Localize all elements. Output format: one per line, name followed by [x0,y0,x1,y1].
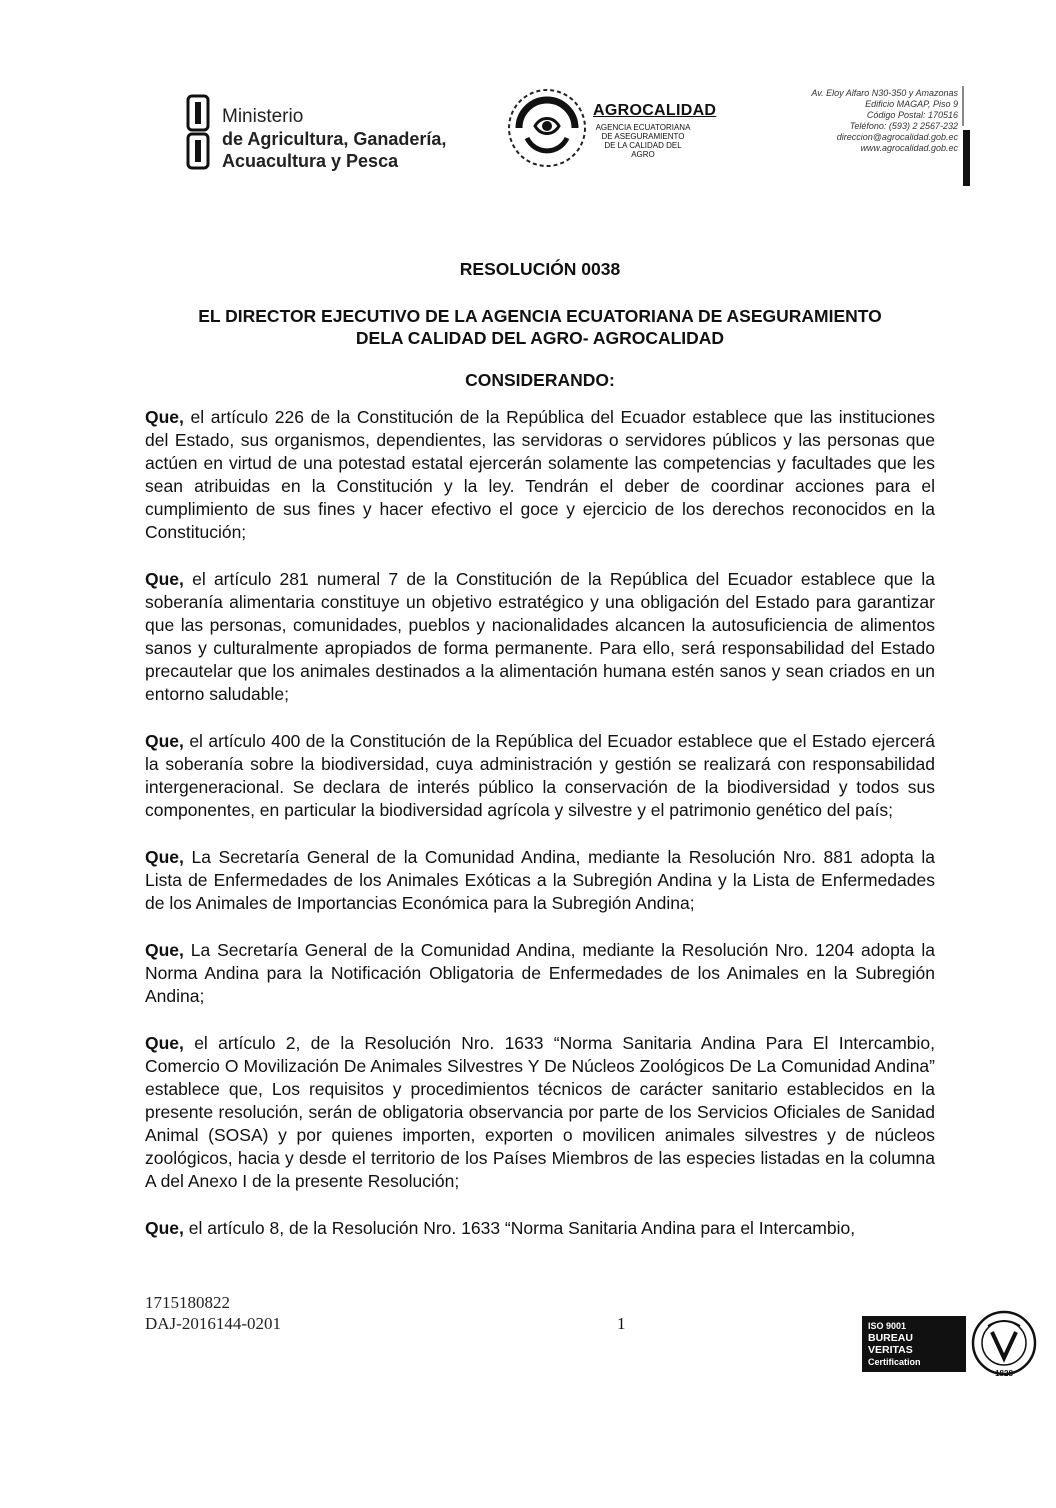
paragraph-text: La Secretaría General de la Comunidad Andina, mediante la Resolución Nro. 881 adopta la Lista de Enfermedades de los Animales Exóticas a la Subregión Andina y la Lista de Enfermedades de los Animales de Importancias Económica para la Subregión Andina; [145,847,935,913]
iso-label: ISO 9001 [868,1321,907,1331]
paragraph [145,1217,935,1240]
paragraph-text: el artículo 2, de la Resolución Nro. 1633 “Norma Sanitaria Andina Para El Intercambio, Comercio O Movilización De Animales Silvestres Y De Núcleos Zoológicos De La Comunidad Andina” establece que, Los requisitos y procedimientos técnicos de carácter sanitario establecidos en la presente resolución, serán de obligatoria observancia por parte de los Servicios Oficiales de Sanidad Animal (SOSA) y por quienes importen, exporten o movilicen animales silvestres y de núcleos zoológicos, hacia y desde el territorio de los Países Miembros de las especies listadas en la columna A del Anexo I de la presente Resolución; [145,1033,935,1191]
paragraph [145,939,935,1008]
footer-code-1: 1715180822 [145,1293,230,1312]
paragraph-lead: Que, [145,731,184,751]
contact-block [811,88,958,154]
contact-postal: Código Postal: 170516 [866,110,958,120]
paragraph-text: el artículo 8, de la Resolución Nro. 1633 “Norma Sanitaria Andina para el Intercambio, [183,1218,856,1238]
certification-badge [862,1296,1038,1390]
agency-name: AGROCALIDAD [593,102,717,119]
agency-subtitle [593,123,693,159]
ministry-line-3: Acuacultura y Pesca [222,151,399,171]
paragraph-text: el artículo 226 de la Constitución de la República del Ecuador establece que las instituciones del Estado, sus organismos, dependientes, las servidoras o servidores públicos y las personas que actúen en virtud de una potestad estatal ejercerán solamente las competencias y facultades que les sean atribuidas en la Constitución y la ley. Tendrán el deber de coordinar acciones para el cumplimiento de sus fines y hacer efectivo el goce y ejercicio de los derechos reconocidos en la Constitución; [145,407,935,542]
considerando-heading: CONSIDERANDO: [465,370,615,390]
paragraph [145,1032,935,1193]
paragraph-text: el artículo 400 de la Constitución de la República del Ecuador establece que el Estado ejercerá la soberanía sobre la biodiversidad, cuya administración y gestión se realizará con responsabilidad intergeneracional. Se declara de interés público la conservación de la biodiversidad y todos sus componentes, en particular la biodiversidad agrícola y silvestre y el patrimonio genético del país; [145,731,935,820]
footer-code-2: DAJ-2016144-0201 [145,1314,281,1333]
paragraph-lead: Que, [145,1033,184,1053]
contact-address: Av. Eloy Alfaro N30-350 y Amazonas [811,88,958,98]
seal-year: 1828 [995,1369,1013,1378]
agency-sub-2: DE ASEGURAMIENTO [601,132,685,141]
paragraph [145,730,935,822]
paragraph-lead: Que, [145,407,184,427]
agency-sub-3: DE LA CALIDAD DEL AGRO [604,141,682,159]
agrocalidad-logo [505,80,735,180]
paragraph-lead: Que, [145,569,184,589]
paragraph-lead: Que, [145,847,184,867]
contact-building: Edificio MAGAP, Piso 9 [865,99,958,109]
page-edge-mark [961,86,970,186]
letterhead [140,80,970,190]
ministry-logo [140,88,480,178]
paragraph [145,406,935,544]
paragraph [145,846,935,915]
resolution-document [145,258,935,1240]
ministry-logo-icon [186,94,212,170]
footer-codes [145,1292,281,1334]
paragraph-text: el artículo 281 numeral 7 de la Constitución de la República del Ecuador establece que la soberanía alimentaria constituye un objetivo estratégico y una obligación del Estado para garantizar que las personas, comunidades, pueblos y nacionalidades alcancen la autosuficiencia de alimentos sanos y culturalmente apropiados de forma permanente. Para ello, será responsabilidad del Estado precautelar que los animales destinados a la alimentación humana estén sanos y sean criados en un entorno saludable; [145,569,935,704]
resolution-title: RESOLUCIÓN 0038 [459,259,621,279]
paragraph-lead: Que, [145,1218,184,1238]
bv-brand: BUREAU VERITAS [868,1332,913,1356]
contact-phone: Teléfono: (593) 2 2567-232 [849,121,958,131]
page-number: 1 [617,1314,626,1333]
director-line-1: EL DIRECTOR EJECUTIVO DE LA AGENCIA ECUATORIANA DE ASEGURAMIENTO [198,306,882,326]
agrocalidad-logo-icon [505,86,589,170]
paragraph [145,568,935,706]
paragraph-lead: Que, [145,940,184,960]
ministry-line-1: Ministerio [222,106,304,127]
paragraph-text: La Secretaría General de la Comunidad Andina, mediante la Resolución Nro. 1204 adopta la Norma Andina para la Notificación Obligatoria de Enfermedades de los Animales en la Subregión Andina; [145,940,935,1006]
certification-box [862,1316,966,1372]
certification-label: Certification [868,1357,921,1367]
bureau-veritas-seal-icon [970,1296,1038,1390]
contact-website: www.agrocalidad.gob.ec [860,143,958,153]
ministry-line-2: de Agricultura, Ganadería, [222,129,447,149]
contact-email: direccion@agrocalidad.gob.ec [836,132,958,142]
director-line-2: DELA CALIDAD DEL AGRO- AGROCALIDAD [355,328,725,348]
agency-sub-1: AGENCIA ECUATORIANA [595,123,691,132]
director-heading [145,305,935,349]
